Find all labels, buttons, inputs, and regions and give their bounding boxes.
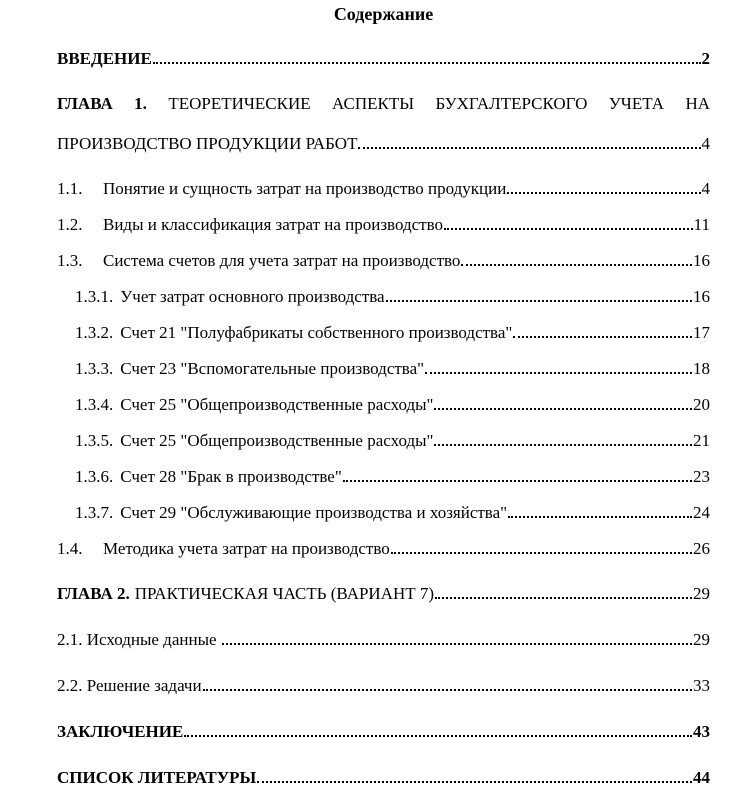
- entry-number: 1.3.2.: [75, 323, 114, 342]
- entry-text: Счет 23 "Вспомогательные производства": [120, 359, 425, 378]
- page-number: 21: [693, 431, 710, 450]
- toc-entry-1-4: [57, 538, 710, 560]
- toc-entry-1-3-2: [57, 322, 710, 344]
- chapter-title-text: ТЕОРЕТИЧЕСКИЕ АСПЕКТЫ БУХГАЛТЕРСКОГО УЧЕТА НА: [168, 94, 711, 113]
- page-number: 4: [701, 134, 710, 153]
- dot-leader: [425, 372, 692, 374]
- entry-text: ВВЕДЕНИЕ: [57, 49, 152, 68]
- toc-entry-1-2: [57, 214, 710, 236]
- entry-number: 1.3.6.: [75, 467, 114, 486]
- entry-number: 1.4.: [57, 539, 83, 558]
- page-number: 43: [693, 722, 710, 741]
- dot-leader: [444, 228, 693, 230]
- dot-leader: [386, 300, 692, 302]
- entry-number: 1.1.: [57, 179, 83, 198]
- page-number: 20: [693, 395, 710, 414]
- page-number: 16: [693, 287, 710, 306]
- dot-leader: [358, 147, 700, 149]
- entry-number: 1.3.4.: [75, 395, 114, 414]
- entry-number: 1.3.7.: [75, 503, 114, 522]
- page-number: 33: [693, 676, 710, 695]
- page-number: 23: [693, 467, 710, 486]
- toc-chapter2: [57, 583, 710, 605]
- chapter-number-label: ГЛАВА 1.: [57, 94, 147, 113]
- page-number: 29: [693, 584, 710, 603]
- chapter-title-text: ПРАКТИЧЕСКАЯ ЧАСТЬ (ВАРИАНТ 7): [134, 584, 435, 603]
- entry-text: Счет 28 "Брак в производстве": [120, 467, 342, 486]
- page-number: 2: [701, 49, 710, 68]
- page-number: 24: [693, 503, 710, 522]
- entry-number: 1.3.5.: [75, 431, 114, 450]
- dot-leader: [461, 264, 692, 266]
- dot-leader: [257, 781, 692, 783]
- toc-entry-1-3-1: [57, 286, 710, 308]
- dot-leader: [153, 62, 701, 64]
- toc-entry-2-1: [57, 629, 710, 651]
- page-title: Содержание: [333, 4, 434, 24]
- toc-entry-1-3: [57, 250, 710, 272]
- entry-text: Виды и классификация затрат на производство: [103, 215, 444, 234]
- page-number: 16: [693, 251, 710, 270]
- toc-entry-1-3-7: [57, 502, 710, 524]
- page-number: 29: [693, 630, 710, 649]
- page-number: 17: [693, 323, 710, 342]
- toc-chapter1-line1: [57, 93, 710, 115]
- dot-leader: [434, 444, 692, 446]
- entry-number: 1.3.3.: [75, 359, 114, 378]
- entry-number: 1.3.1.: [75, 287, 114, 306]
- toc-entry-introduction: [57, 48, 710, 70]
- entry-text: Понятие и сущность затрат на производство продукции: [103, 179, 507, 198]
- toc-entry-1-1: [57, 178, 710, 200]
- page-number: 4: [701, 179, 710, 198]
- toc-entry-conclusion: [57, 721, 710, 743]
- chapter-number-label: ГЛАВА 2.: [57, 584, 130, 603]
- entry-text: 2.2. Решение задачи: [57, 676, 202, 695]
- toc-entry-1-3-4: [57, 394, 710, 416]
- page-number: 44: [693, 768, 710, 787]
- toc-entry-1-3-6: [57, 466, 710, 488]
- dot-leader: [513, 336, 692, 338]
- entry-text: СПИСОК ЛИТЕРАТУРЫ: [57, 768, 257, 787]
- page-number: 26: [693, 539, 710, 558]
- dot-leader: [203, 689, 692, 691]
- entry-number: 1.3.: [57, 251, 83, 270]
- entry-text: Счет 25 "Общепроизводственные расходы": [120, 395, 434, 414]
- dot-leader: [184, 735, 692, 737]
- toc-entry-2-2: [57, 675, 710, 697]
- entry-text: Счет 25 "Общепроизводственные расходы": [120, 431, 434, 450]
- page-number: 18: [693, 359, 710, 378]
- entry-text: 2.1. Исходные данные: [57, 630, 217, 649]
- toc-entry-1-3-3: [57, 358, 710, 380]
- entry-text: Счет 29 "Обслуживающие производства и хозяйства": [120, 503, 508, 522]
- dot-leader: [391, 552, 692, 554]
- entry-number: 1.2.: [57, 215, 83, 234]
- entry-text: Методика учета затрат на производство: [103, 539, 390, 558]
- toc-entry-references: [57, 767, 710, 789]
- dot-leader: [508, 516, 692, 518]
- entry-text: ЗАКЛЮЧЕНИЕ: [57, 722, 184, 741]
- entry-text: Счет 21 "Полуфабрикаты собственного производства": [120, 323, 513, 342]
- entry-text: Учет затрат основного производства: [120, 287, 385, 306]
- dot-leader: [343, 480, 692, 482]
- dot-leader: [435, 597, 692, 599]
- dot-leader: [507, 192, 700, 194]
- toc-entry-1-3-5: [57, 430, 710, 452]
- page-number: 11: [693, 215, 710, 234]
- chapter-title-continued: ПРОИЗВОДСТВО ПРОДУКЦИИ РАБОТ: [57, 134, 358, 153]
- toc-chapter1-line2: [57, 133, 710, 155]
- dot-leader: [222, 643, 692, 645]
- entry-text: Система счетов для учета затрат на производство: [103, 251, 461, 270]
- dot-leader: [434, 408, 692, 410]
